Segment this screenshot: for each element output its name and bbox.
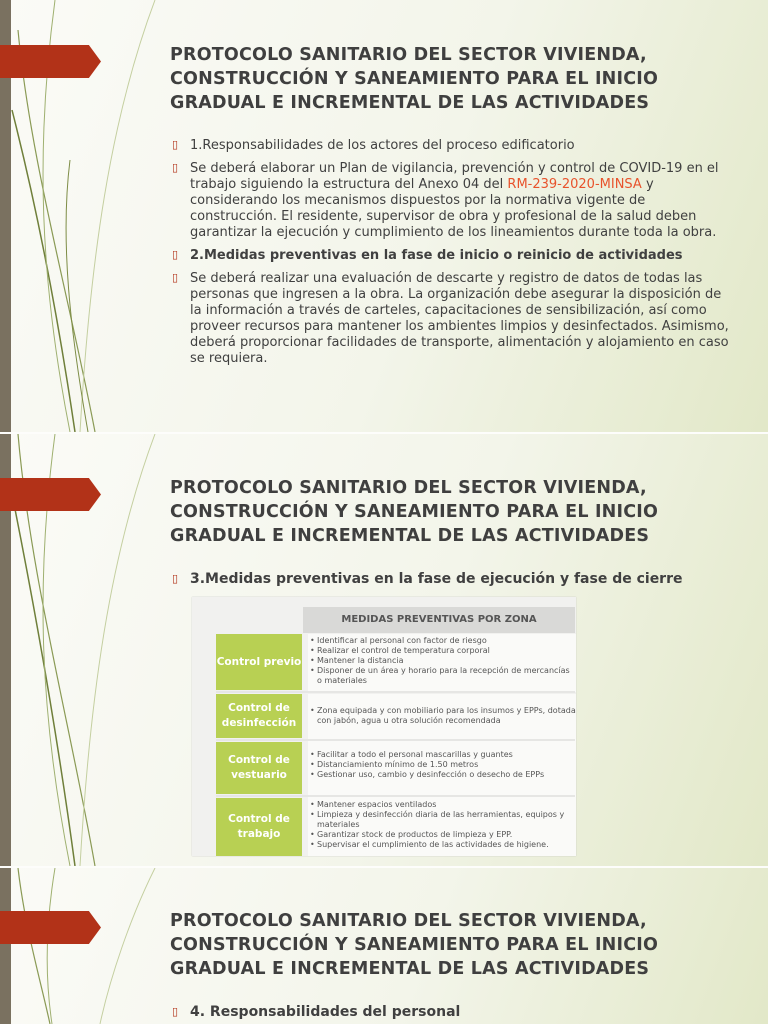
table-item: • Disponer de un área y horario para la recepción de mercancías o materiales: [308, 666, 576, 686]
table-row: [216, 798, 575, 856]
table-item: • Supervisar el cumplimiento de las actividades de higiene.: [308, 840, 576, 850]
bullet-list: [172, 570, 732, 595]
slide-3: [0, 868, 768, 1024]
list-item: [172, 1003, 732, 1021]
table-row: [216, 694, 575, 738]
list-item: [172, 248, 732, 264]
slide-2: [0, 434, 768, 866]
list-item-text: 1.Responsabilidades de los actores del proceso edificatorio: [190, 138, 575, 153]
bullet-marker-icon: ▯: [172, 271, 179, 284]
table-category: Control de desinfección: [216, 694, 302, 738]
slide-title: PROTOCOLO SANITARIO DEL SECTOR VIVIENDA, CONSTRUCCIÓN Y SANEAMIENTO PARA EL INICIO GRADUAL E INCREMENTAL DE LAS ACTIVIDADES: [170, 478, 659, 546]
list-item: [172, 138, 732, 154]
bullet-marker-icon: ▯: [172, 1005, 179, 1018]
table-item: • Distanciamiento mínimo de 1.50 metros: [308, 760, 576, 770]
table-row: [216, 742, 575, 794]
table-items: [308, 798, 576, 856]
bullet-marker-icon: ▯: [172, 572, 179, 585]
table-item: • Garantizar stock de productos de limpieza y EPP.: [308, 830, 576, 840]
bullet-marker-icon: ▯: [172, 248, 179, 261]
bullet-list: [172, 1003, 732, 1024]
list-item-text: 2.Medidas preventivas en la fase de inicio o reinicio de actividades: [190, 248, 683, 263]
table-items: [308, 634, 576, 692]
list-item-text: Se deberá elaborar un Plan de vigilancia, prevención y control de COVID-19 en el trabajo siguiendo la estructura del Anexo 04 del: [190, 161, 719, 192]
list-item-text: 4. Responsabilidades del personal: [190, 1004, 461, 1020]
list-item: [172, 161, 732, 241]
table-item: • Limpieza y desinfección diaria de las herramientas, equipos y materiales: [308, 810, 576, 830]
arrow-banner-icon: [0, 911, 101, 944]
table-items: [308, 742, 576, 802]
slide-title: PROTOCOLO SANITARIO DEL SECTOR VIVIENDA, CONSTRUCCIÓN Y SANEAMIENTO PARA EL INICIO GRADUAL E INCREMENTAL DE LAS ACTIVIDADES: [170, 911, 659, 979]
bullet-list: [172, 138, 732, 374]
table-category: Control previo: [216, 634, 302, 690]
slide-1: [0, 0, 768, 432]
table-header: MEDIDAS PREVENTIVAS POR ZONA: [303, 607, 575, 633]
bullet-marker-icon: ▯: [172, 161, 179, 174]
table-item: • Identificar al personal con factor de riesgo: [308, 636, 576, 646]
bullet-marker-icon: ▯: [172, 138, 179, 151]
list-item-text: Se deberá realizar una evaluación de descarte y registro de datos de todas las personas que ingresen a la obra. La organización debe asegurar la disposición de la información a través de carteles, capacitaciones de sensibilización, así como proveer recursos para mantener los ambientes limpios y desinfectados. Asimismo, deberá proporcionar facilidades de transporte, alimentación y alojamiento en caso se requiera.: [190, 271, 729, 366]
table-item: • Gestionar uso, cambio y desinfección o desecho de EPPs: [308, 770, 576, 780]
table-divider: [216, 739, 575, 741]
table-divider: [216, 795, 575, 797]
arrow-banner-icon: [0, 478, 101, 511]
table-divider: [216, 691, 575, 693]
table-category: Control de trabajo: [216, 798, 302, 856]
regulation-link[interactable]: RM-239-2020-MINSA: [507, 177, 642, 192]
table-item: • Mantener la distancia: [308, 656, 576, 666]
table-item: • Facilitar a todo el personal mascarillas y guantes: [308, 750, 576, 760]
arrow-banner-icon: [0, 45, 101, 78]
preventive-measures-table: [192, 597, 576, 856]
list-item-text: 3.Medidas preventivas en la fase de ejecución y fase de cierre: [190, 571, 683, 587]
table-item: • Realizar el control de temperatura corporal: [308, 646, 576, 656]
table-item: • Zona equipada y con mobiliario para los insumos y EPPs, dotada con jabón, agua u otra solución recomendada: [308, 706, 576, 726]
list-item: [172, 271, 732, 367]
list-item-text: y considerando los mecanismos dispuestos por la normativa vigente de construcción. El residente, supervisor de obra y profesional de la salud deben garantizar la ejecución y cumplimiento de los lineamientos durante toda la obra.: [190, 177, 717, 240]
list-item: [172, 570, 732, 588]
table-item: • Mantener espacios ventilados: [308, 800, 576, 810]
table-row: [216, 634, 575, 690]
table-category: Control de vestuario: [216, 742, 302, 794]
slide-title: PROTOCOLO SANITARIO DEL SECTOR VIVIENDA, CONSTRUCCIÓN Y SANEAMIENTO PARA EL INICIO GRADUAL E INCREMENTAL DE LAS ACTIVIDADES: [170, 45, 659, 113]
